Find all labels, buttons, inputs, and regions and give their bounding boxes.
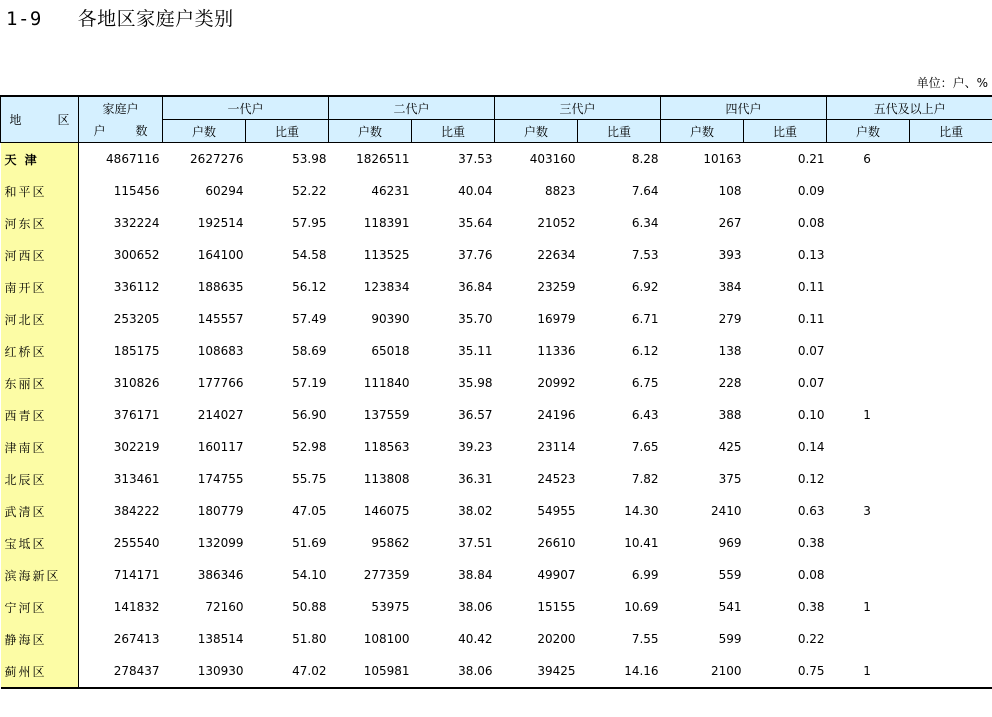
table-row — [1, 495, 992, 527]
region-cell: 武清区 — [1, 495, 79, 527]
table-row — [1, 335, 992, 367]
region-cell: 和平区 — [1, 175, 79, 207]
gen1-count-cell: 164100 — [197, 248, 244, 262]
gen1-ratio-cell: 47.02 — [246, 655, 329, 688]
gen4-count-cell: 388 — [718, 408, 742, 422]
gen3-ratio-cell: 8.28 — [631, 152, 659, 166]
region-cell: 东丽区 — [1, 367, 79, 399]
region-cell: 西青区 — [1, 399, 79, 431]
gen4-count-cell: 599 — [718, 632, 742, 646]
gen5-ratio-cell — [910, 495, 992, 527]
gen3-count-cell: 49907 — [537, 568, 576, 582]
table-row — [1, 527, 992, 559]
gen5-ratio-cell — [910, 271, 992, 303]
gen1-ratio-cell: 51.80 — [292, 632, 327, 646]
household-type-table — [0, 95, 992, 689]
gen4-count-cell: 228 — [718, 376, 742, 390]
gen1-ratio-cell: 57.95 — [292, 216, 327, 230]
gen5-ratio-cell — [910, 399, 992, 431]
table-row — [1, 175, 992, 207]
gen2-count-cell: 111840 — [363, 376, 410, 390]
gen1-ratio-cell: 54.58 — [292, 248, 327, 262]
gen1-ratio-cell: 58.69 — [292, 344, 327, 358]
households-cell: 141832 — [113, 600, 160, 614]
gen4-count-cell: 279 — [718, 312, 742, 326]
gen1-count-cell: 180779 — [197, 504, 244, 518]
gen4-count-cell: 375 — [718, 472, 742, 486]
gen4-count-cell: 393 — [718, 248, 742, 262]
gen2-ratio-cell: 36.31 — [458, 472, 493, 486]
gen4-count-cell: 559 — [718, 568, 742, 582]
region-cell: 河北区 — [1, 303, 79, 335]
gen5-ratio-cell — [910, 143, 992, 176]
table-row — [1, 463, 992, 495]
group-header-3: 三代户 — [495, 96, 661, 120]
households-cell: 310826 — [113, 376, 160, 390]
gen3-count-cell: 24523 — [537, 472, 576, 486]
gen5-ratio-cell — [910, 431, 992, 463]
gen2-count-cell: 65018 — [371, 344, 410, 358]
gen1-count-cell: 177766 — [197, 376, 244, 390]
gen2-ratio-cell: 37.76 — [458, 248, 493, 262]
gen4-ratio-cell: 0.07 — [797, 344, 825, 358]
gen2-count-cell: 277359 — [363, 568, 410, 582]
gen5-count-cell: 6 — [863, 152, 871, 166]
region-cell: 红桥区 — [1, 335, 79, 367]
gen3-count-cell: 24196 — [537, 408, 576, 422]
households-cell: 253205 — [113, 312, 160, 326]
gen5-ratio-cell — [910, 239, 992, 271]
sub-count-header: 户数 — [495, 120, 578, 143]
gen2-count-cell: 46231 — [371, 184, 410, 198]
region-cell: 北辰区 — [1, 463, 79, 495]
households-cell: 4867116 — [106, 152, 160, 166]
gen2-ratio-cell: 38.06 — [412, 655, 495, 688]
gen4-count-cell: 425 — [718, 440, 742, 454]
gen2-count-cell: 53975 — [371, 600, 410, 614]
sub-ratio-header: 比重 — [910, 120, 992, 143]
gen1-ratio-cell: 52.98 — [292, 440, 327, 454]
region-cell: 南开区 — [1, 271, 79, 303]
gen3-count-cell: 15155 — [537, 600, 576, 614]
table-row — [1, 655, 992, 688]
households-cell: 267413 — [113, 632, 160, 646]
gen5-count-cell — [827, 623, 910, 655]
gen1-ratio-cell: 56.90 — [292, 408, 327, 422]
households-cell: 376171 — [113, 408, 160, 422]
gen4-count-cell: 384 — [718, 280, 742, 294]
gen2-count-cell: 1826511 — [356, 152, 410, 166]
gen2-ratio-cell: 37.53 — [458, 152, 493, 166]
group-header-2: 二代户 — [329, 96, 495, 120]
gen2-count-cell: 146075 — [363, 504, 410, 518]
gen5-count-cell — [827, 303, 910, 335]
gen1-ratio-cell: 56.12 — [292, 280, 327, 294]
region-cell: 蓟州区 — [1, 655, 79, 688]
gen3-count-cell: 8823 — [544, 184, 576, 198]
gen2-count-cell: 113525 — [363, 248, 410, 262]
gen2-ratio-cell: 38.84 — [458, 568, 493, 582]
sub-count-header: 户数 — [329, 120, 412, 143]
table-row — [1, 559, 992, 591]
gen3-ratio-cell: 6.43 — [631, 408, 659, 422]
gen2-ratio-cell: 35.70 — [458, 312, 493, 326]
table-row — [1, 207, 992, 239]
gen5-ratio-cell — [910, 591, 992, 623]
gen5-ratio-cell — [910, 559, 992, 591]
gen2-ratio-cell: 37.51 — [458, 536, 493, 550]
gen2-ratio-cell: 35.64 — [458, 216, 493, 230]
gen5-count-cell — [827, 271, 910, 303]
gen4-count-cell: 267 — [718, 216, 742, 230]
gen1-ratio-cell: 52.22 — [292, 184, 327, 198]
gen4-count-cell: 2410 — [711, 504, 742, 518]
gen4-count-cell: 138 — [718, 344, 742, 358]
gen2-ratio-cell: 38.02 — [458, 504, 493, 518]
gen4-ratio-cell: 0.10 — [797, 408, 825, 422]
gen2-count-cell: 95862 — [371, 536, 410, 550]
gen5-count-cell: 1 — [863, 408, 871, 422]
gen4-ratio-cell: 0.11 — [797, 312, 825, 326]
gen4-ratio-cell: 0.09 — [797, 184, 825, 198]
gen3-ratio-cell: 7.65 — [631, 440, 659, 454]
gen1-count-cell: 2627276 — [190, 152, 244, 166]
gen2-ratio-cell: 40.04 — [458, 184, 493, 198]
gen5-ratio-cell — [910, 303, 992, 335]
page-title: 1-9 各地区家庭户类别 — [6, 8, 234, 30]
gen5-count-cell — [827, 207, 910, 239]
gen5-ratio-cell — [910, 175, 992, 207]
gen3-ratio-cell: 6.71 — [631, 312, 659, 326]
gen3-ratio-cell: 6.34 — [631, 216, 659, 230]
table-row — [1, 591, 992, 623]
gen5-count-cell: 1 — [827, 655, 910, 688]
gen1-count-cell: 108683 — [197, 344, 244, 358]
gen5-ratio-cell — [910, 207, 992, 239]
gen5-ratio-cell — [910, 655, 992, 688]
gen5-count-cell — [827, 527, 910, 559]
region-cell: 河西区 — [1, 239, 79, 271]
gen4-ratio-cell: 0.08 — [797, 568, 825, 582]
gen4-ratio-cell: 0.08 — [797, 216, 825, 230]
gen1-count-cell: 188635 — [197, 280, 244, 294]
households-cell: 302219 — [113, 440, 160, 454]
gen4-count-cell: 108 — [718, 184, 742, 198]
gen4-ratio-cell: 0.13 — [797, 248, 825, 262]
gen1-ratio-cell: 47.05 — [292, 504, 327, 518]
table-row — [1, 303, 992, 335]
gen1-count-cell: 72160 — [205, 600, 244, 614]
gen2-ratio-cell: 38.06 — [458, 600, 493, 614]
sub-count-header: 户数 — [163, 120, 246, 143]
gen1-ratio-cell: 50.88 — [292, 600, 327, 614]
gen1-count-cell: 174755 — [197, 472, 244, 486]
gen3-ratio-cell: 6.12 — [631, 344, 659, 358]
gen4-count-cell: 969 — [718, 536, 742, 550]
households-cell: 278437 — [79, 655, 163, 688]
gen1-count-cell: 145557 — [197, 312, 244, 326]
gen3-ratio-cell: 10.41 — [624, 536, 659, 550]
gen5-ratio-cell — [910, 367, 992, 399]
table-row — [1, 239, 992, 271]
gen1-count-cell: 160117 — [197, 440, 244, 454]
table-row — [1, 367, 992, 399]
group-header-5: 五代及以上户 — [827, 96, 992, 120]
gen1-count-cell: 214027 — [197, 408, 244, 422]
gen3-ratio-cell: 7.82 — [631, 472, 659, 486]
sub-ratio-header: 比重 — [578, 120, 661, 143]
households-subheader: 户 数 — [79, 120, 163, 143]
table-row — [1, 431, 992, 463]
gen4-ratio-cell: 0.07 — [797, 376, 825, 390]
gen1-count-cell: 138514 — [197, 632, 244, 646]
gen2-count-cell: 108100 — [363, 632, 410, 646]
gen2-ratio-cell: 36.84 — [458, 280, 493, 294]
gen1-ratio-cell: 54.10 — [292, 568, 327, 582]
gen3-count-cell: 11336 — [537, 344, 576, 358]
table-row — [1, 623, 992, 655]
gen2-count-cell: 118391 — [363, 216, 410, 230]
gen5-count-cell — [827, 431, 910, 463]
gen3-ratio-cell: 14.16 — [578, 655, 661, 688]
gen4-ratio-cell: 0.21 — [797, 152, 825, 166]
region-cell: 宁河区 — [1, 591, 79, 623]
group-header-1: 一代户 — [163, 96, 329, 120]
gen5-count-cell — [827, 559, 910, 591]
gen3-ratio-cell: 6.92 — [631, 280, 659, 294]
sub-count-header: 户数 — [661, 120, 744, 143]
gen5-count-cell — [827, 335, 910, 367]
gen5-ratio-cell — [910, 335, 992, 367]
gen2-count-cell: 90390 — [371, 312, 410, 326]
gen3-count-cell: 20992 — [537, 376, 576, 390]
gen3-count-cell: 22634 — [537, 248, 576, 262]
gen3-ratio-cell: 10.69 — [624, 600, 659, 614]
region-cell: 静海区 — [1, 623, 79, 655]
gen4-ratio-cell: 0.75 — [744, 655, 827, 688]
gen3-count-cell: 23114 — [537, 440, 576, 454]
gen1-count-cell: 192514 — [197, 216, 244, 230]
gen1-ratio-cell: 51.69 — [292, 536, 327, 550]
gen4-ratio-cell: 0.63 — [797, 504, 825, 518]
households-cell: 336112 — [113, 280, 160, 294]
gen2-ratio-cell: 36.57 — [458, 408, 493, 422]
gen1-ratio-cell: 57.19 — [292, 376, 327, 390]
gen4-ratio-cell: 0.14 — [797, 440, 825, 454]
region-cell: 天 津 — [1, 143, 79, 176]
gen3-ratio-cell: 7.55 — [631, 632, 659, 646]
gen1-ratio-cell: 57.49 — [292, 312, 327, 326]
unit-label: 单位：户、% — [916, 76, 988, 90]
gen3-count-cell: 26610 — [537, 536, 576, 550]
gen3-count-cell: 16979 — [537, 312, 576, 326]
gen5-count-cell — [827, 463, 910, 495]
gen4-ratio-cell: 0.12 — [797, 472, 825, 486]
gen3-count-cell: 21052 — [537, 216, 576, 230]
gen4-ratio-cell: 0.38 — [797, 536, 825, 550]
gen5-ratio-cell — [910, 623, 992, 655]
gen3-count-cell: 39425 — [495, 655, 578, 688]
gen4-count-cell: 2100 — [661, 655, 744, 688]
gen2-count-cell: 118563 — [363, 440, 410, 454]
gen4-ratio-cell: 0.22 — [797, 632, 825, 646]
households-cell: 332224 — [113, 216, 160, 230]
gen2-ratio-cell: 40.42 — [458, 632, 493, 646]
gen3-count-cell: 20200 — [537, 632, 576, 646]
region-cell: 津南区 — [1, 431, 79, 463]
gen3-count-cell: 403160 — [529, 152, 576, 166]
gen1-count-cell: 132099 — [197, 536, 244, 550]
table-row — [1, 271, 992, 303]
sub-ratio-header: 比重 — [744, 120, 827, 143]
region-header: 地 区 — [1, 96, 79, 143]
households-cell: 300652 — [113, 248, 160, 262]
gen2-ratio-cell: 35.98 — [458, 376, 493, 390]
gen2-ratio-cell: 39.23 — [458, 440, 493, 454]
gen5-count-cell: 3 — [863, 504, 871, 518]
households-cell: 313461 — [113, 472, 160, 486]
gen1-count-cell: 60294 — [205, 184, 244, 198]
gen5-ratio-cell — [910, 463, 992, 495]
gen3-ratio-cell: 6.99 — [631, 568, 659, 582]
gen3-ratio-cell: 14.30 — [624, 504, 659, 518]
households-cell: 384222 — [113, 504, 160, 518]
gen5-count-cell: 1 — [863, 600, 871, 614]
households-cell: 255540 — [113, 536, 160, 550]
gen5-count-cell — [827, 239, 910, 271]
region-cell: 滨海新区 — [1, 559, 79, 591]
gen1-count-cell: 386346 — [197, 568, 244, 582]
gen2-count-cell: 123834 — [363, 280, 410, 294]
gen4-count-cell: 541 — [718, 600, 742, 614]
gen3-ratio-cell: 6.75 — [631, 376, 659, 390]
gen2-count-cell: 137559 — [363, 408, 410, 422]
table-row — [1, 143, 992, 176]
gen3-ratio-cell: 7.53 — [631, 248, 659, 262]
sub-ratio-header: 比重 — [412, 120, 495, 143]
households-cell: 714171 — [113, 568, 160, 582]
gen1-ratio-cell: 53.98 — [292, 152, 327, 166]
gen4-ratio-cell: 0.38 — [797, 600, 825, 614]
households-cell: 115456 — [113, 184, 160, 198]
table-row — [1, 399, 992, 431]
region-cell: 宝坻区 — [1, 527, 79, 559]
households-header: 家庭户 — [79, 96, 163, 120]
gen4-count-cell: 10163 — [703, 152, 742, 166]
sub-ratio-header: 比重 — [246, 120, 329, 143]
region-cell: 河东区 — [1, 207, 79, 239]
gen1-ratio-cell: 55.75 — [292, 472, 327, 486]
households-cell: 185175 — [113, 344, 160, 358]
sub-count-header: 户数 — [827, 120, 910, 143]
gen3-count-cell: 54955 — [537, 504, 576, 518]
gen4-ratio-cell: 0.11 — [797, 280, 825, 294]
gen5-count-cell — [827, 175, 910, 207]
gen2-ratio-cell: 35.11 — [458, 344, 493, 358]
gen3-count-cell: 23259 — [537, 280, 576, 294]
gen5-count-cell — [827, 367, 910, 399]
gen2-count-cell: 113808 — [363, 472, 410, 486]
group-header-4: 四代户 — [661, 96, 827, 120]
gen2-count-cell: 105981 — [329, 655, 412, 688]
gen3-ratio-cell: 7.64 — [631, 184, 659, 198]
gen5-ratio-cell — [910, 527, 992, 559]
gen1-count-cell: 130930 — [163, 655, 246, 688]
